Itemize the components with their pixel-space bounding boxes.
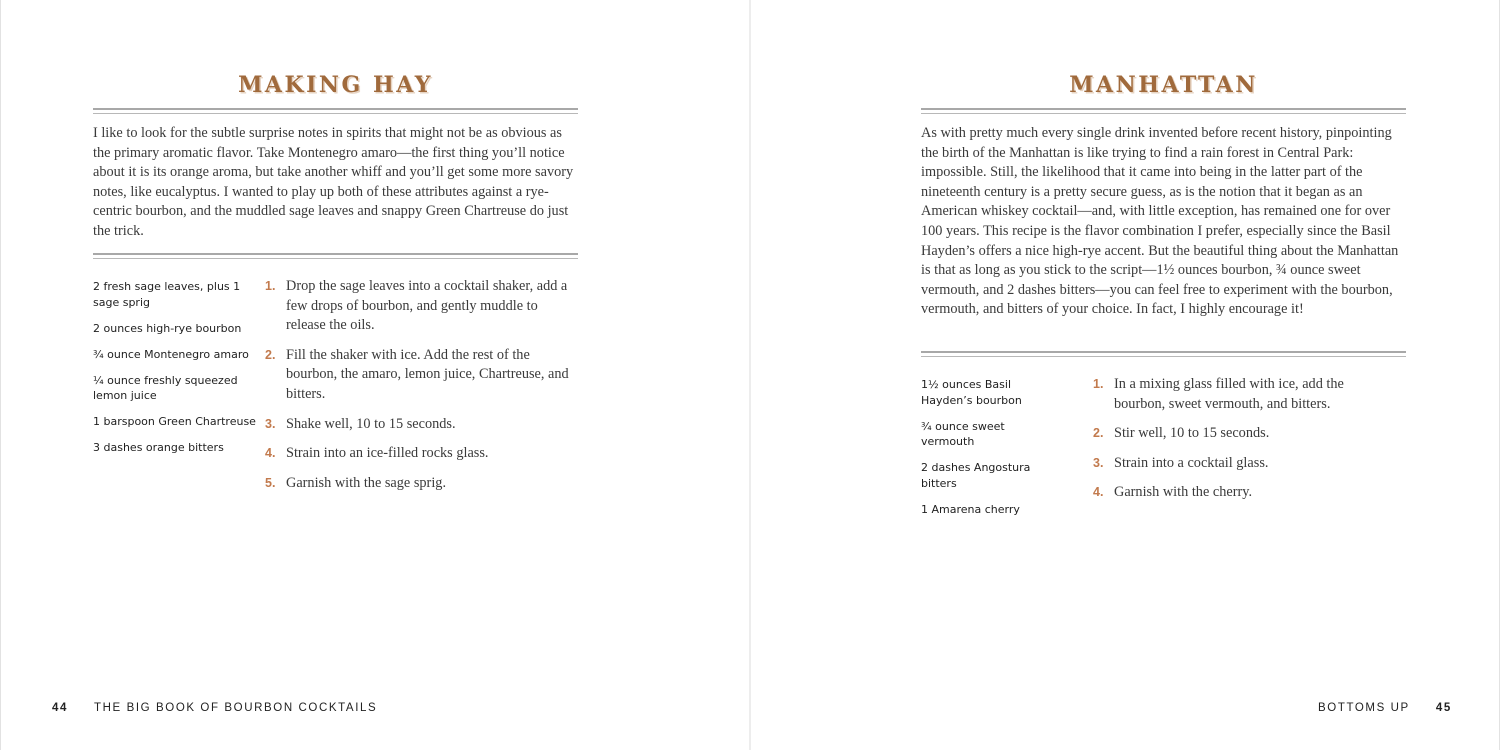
step-text: Fill the shaker with ice. Add the rest of the bourbon, the amaro, lemon juice, Chartreuse, and bitters. (286, 346, 569, 402)
recipe-intro: As with pretty much every single drink invented before recent history, pinpointing the birth of the Manhattan is like trying to find a rain forest in Central Park: impossible. Still, the likelihood that it came into being in the latter part of the nineteenth century is a pretty secure guess, as is the notion that it began as an American whiskey cocktail—and, with little exception, has remained one for over 100 years. This recipe is the flavor combination I prefer, especially since the Basil Hayden’s offers a nice high-rye accent. But the beautiful thing about the Manhattan is that as long as you stick to the script—1½ ounces bourbon, ¾ ounce sweet vermouth, and 2 dashes bitters—you can feel free to experiment with the bourbon, vermouth, and bitters of your choice. In fact, I highly encourage it! (921, 125, 1399, 318)
step-text: Garnish with the sage sprig. (286, 474, 447, 491)
step-text: In a mixing glass filled with ice, add the bourbon, sweet vermouth, and bitters. (1114, 376, 1344, 412)
right-page (751, 0, 1500, 750)
ingredient-item: ¼ ounce freshly squeezed lemon juice (93, 373, 238, 402)
recipe-title: MANHATTAN (1069, 72, 1258, 98)
ingredient-item: 3 dashes orange bitters (93, 441, 224, 454)
step-number: 2. (1093, 426, 1104, 441)
ingredient-item: 1½ ounces Basil Hayden’s bourbon (921, 378, 1022, 407)
step-item (265, 474, 578, 494)
page-number: 44 (52, 702, 68, 714)
step-number: 3. (1093, 455, 1104, 470)
step-text: Shake well, 10 to 15 seconds. (286, 415, 456, 432)
ingredient-item: 2 dashes Angostura bitters (921, 461, 1031, 490)
step-number: 3. (265, 416, 276, 431)
intro-rule (921, 351, 1406, 357)
ingredient-item: ¾ ounce sweet vermouth (921, 419, 1005, 448)
step-text: Stir well, 10 to 15 seconds. (1114, 425, 1270, 442)
step-text: Drop the sage leaves into a cocktail shaker, add a few drops of bourbon, and gently muddle to release the oils. (286, 278, 568, 334)
ingredients-list (921, 377, 1051, 528)
running-head: THE BIG BOOK OF BOURBON COCKTAILS (94, 702, 378, 714)
left-page (0, 0, 749, 750)
step-number: 4. (1093, 485, 1104, 500)
step-item (1093, 375, 1393, 414)
recipe-title: MAKING HAY (238, 72, 433, 98)
step-number: 5. (265, 475, 276, 490)
ingredient-item: 2 fresh sage leaves, plus 1 sage sprig (93, 280, 241, 309)
ingredient-item: ¾ ounce Montenegro amaro (93, 347, 249, 361)
title-rule (921, 108, 1406, 114)
step-item (1093, 483, 1393, 503)
running-head: BOTTOMS UP (1318, 702, 1410, 714)
intro-rule (93, 253, 578, 259)
step-text: Strain into an ice-filled rocks glass. (286, 445, 489, 462)
page-footer-right (1318, 702, 1452, 714)
step-number: 4. (265, 446, 276, 461)
step-number: 1. (265, 279, 276, 293)
step-item (265, 277, 578, 336)
step-item (1093, 454, 1393, 474)
ingredient-item: 1 barspoon Green Chartreuse (93, 415, 256, 428)
title-rule (93, 108, 578, 114)
ingredient-item: 1 Amarena cherry (921, 502, 1020, 516)
step-text: Strain into a cocktail glass. (1114, 454, 1269, 471)
step-number: 2. (265, 347, 276, 362)
step-item (265, 444, 578, 464)
step-item (1093, 424, 1393, 444)
recipe-intro: I like to look for the subtle surprise notes in spirits that might not be as obvious as the primary aromatic flavor. Take Montenegro amaro—the first thing you’ll notice about it is its orange aroma, but take another whiff and you’ll get some more savory notes, like eucalyptus. I wanted to play up both of these attributes against a rye-centric bourbon, and the muddled sage leaves and snappy Green Chartreuse do just the trick. (93, 125, 574, 239)
ingredient-item: 2 ounces high-rye bourbon (93, 321, 242, 335)
page-number: 45 (1435, 702, 1452, 714)
step-number: 1. (1093, 377, 1104, 391)
page-footer-left (52, 702, 377, 714)
step-item (265, 346, 578, 405)
step-item (265, 415, 578, 435)
steps-list (265, 277, 578, 503)
step-text: Garnish with the cherry. (1114, 484, 1253, 501)
ingredients-list (93, 279, 258, 466)
steps-list (1093, 375, 1393, 513)
